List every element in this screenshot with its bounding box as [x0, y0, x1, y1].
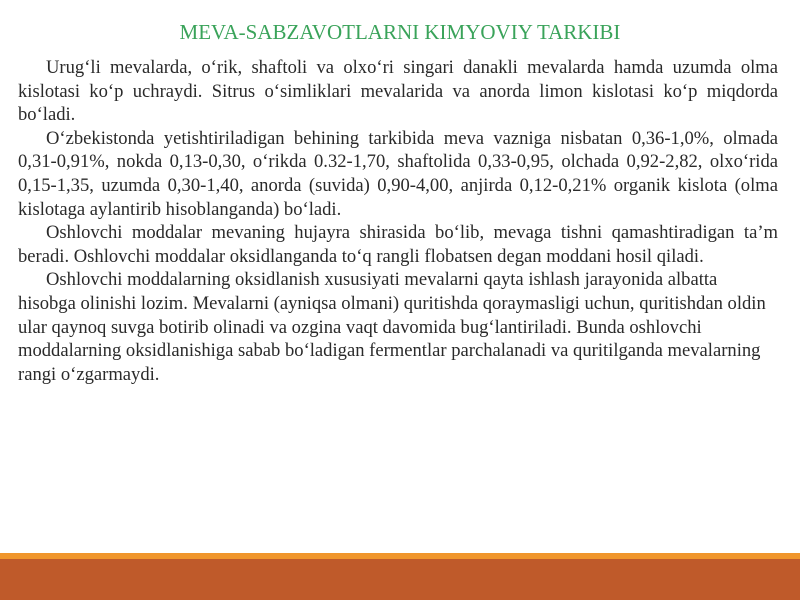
paragraph-2: O‘zbekistonda yetishtiriladigan behining tarkibida meva vazniga nisbatan 0,36-1,0%, olmada 0,31-0,91%, nokda 0,13-0,30, o‘rikda 0.32-1,70, shaftolida 0,33-0,95, olchada 0,92-2,82, olxo‘rida 0,15-1,35, uzumda 0,30-1,40, anorda (suvida) 0,90-4,00, anjirda 0,12-0,21% organik kislota (olma kislotaga aylantirib hisoblanganda) bo‘ladi.: [18, 127, 778, 220]
paragraph-4: Oshlovchi moddalarning oksidlanish xususiyati mevalarni qayta ishlash jarayonida albatta hisobga olinishi lozim. Mevalarni (ayniqsa olmani) quritishda qoraymasligi uchun, quritishdan oldin ular qaynoq suvga botirib olinadi va ozgina vaqt davomida bug‘lantiriladi. Bunda oshlovchi moddalarning oksidlanishiga sabab bo‘ladigan fermentlar parchalanadi va quritilganda mevalarning rangi o‘zgarmaydi.: [18, 269, 766, 385]
paragraph-1: Urug‘li mevalarda, o‘rik, shaftoli va olxo‘ri singari danakli mevalarda hamda uzumda olma kislotasi ko‘p uchraydi. Sitrus o‘simliklari mevalarida va anorda limon kislotasi ko‘p miqdorda bo‘ladi.: [18, 57, 778, 126]
slide-body: [18, 56, 778, 386]
slide-title: MEVA-SABZAVOTLARNI KIMYOVIY TARKIBI: [179, 20, 621, 44]
footer-accent-bar-thick: [0, 559, 800, 600]
paragraph-3: Oshlovchi moddalar mevaning hujayra shirasida bo‘lib, mevaga tishni qamashtiradigan ta’m beradi. Oshlovchi moddalar oksidlanganda to‘q rangli flobatsen degan moddani hosil qiladi.: [18, 222, 778, 267]
